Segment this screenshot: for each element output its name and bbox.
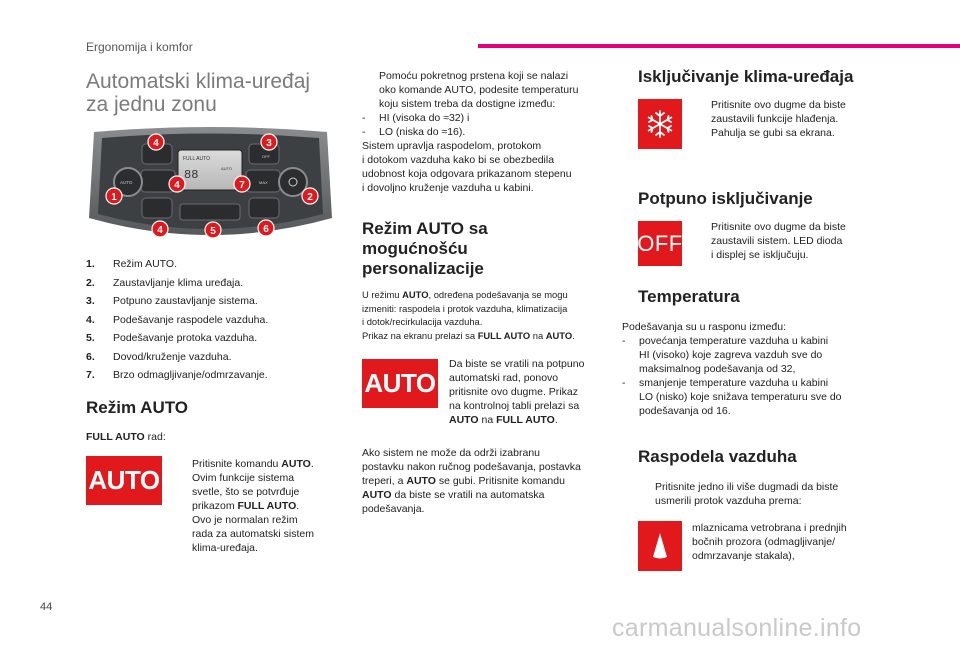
legend-item: 2. Zaustavljanje klima uređaja. — [86, 276, 244, 289]
bullet-marker — [638, 480, 655, 508]
callout-2: 2 — [307, 192, 313, 203]
windscreen-airflow-icon — [650, 531, 670, 561]
chapter-title: Ergonomija i komfor — [86, 40, 193, 54]
panel-screen-small-label: AUTO — [221, 166, 233, 171]
snowflake-icon — [645, 109, 675, 139]
auto-ring-instructions: Pomoću pokretnog prstena koji se nalazi oko komande AUTO, podesite temperaturu koju sistem treba da dostigne između: - HI (visoka do ≈32) i - LO (niska do ≈16). Sistem upravlja raspodelom, protokom i dotokom vazduha kako bi se obezbedila udobnost koja odgovara prikazanom stepenu i dovoljno kruženje vazduha u kabini. — [362, 70, 579, 194]
windscreen-vent-button-icon — [638, 521, 682, 571]
raspodela-windscreen-text: mlaznicama vetrobrana i prednjih bočnih prozora (odmagljivanje/ odmrzavanje stakala), — [692, 522, 847, 562]
bullet-marker — [694, 220, 711, 262]
raspodela-text: Pritisnite jedno ili više dugmadi da biste usmerili protok vazduha prema: — [638, 480, 898, 508]
iskljucivanje-text: Pritisnite ovo dugme da biste zaustavili funkcije hlađenja. Pahulja se gubi sa ekrana. — [694, 98, 884, 140]
page-title-line: Automatski klima-uređaj — [86, 70, 311, 93]
bullet-marker — [175, 457, 192, 555]
temperatura-text: Podešavanja su u rasponu između: - povećanja temperature vazduha u kabini HI (visoko) koje zagreva vazduh sve do maksimalnog podešavanja od 32, - smanjenje temperature vazduha u kabini LO (nisko) koje snižava temperaturu sve do podešavanja od 16. — [622, 321, 842, 417]
chapter-accent-bar — [478, 44, 960, 48]
callout-4-bottom: 4 — [157, 225, 163, 236]
callout-5: 5 — [210, 226, 216, 237]
section-title-rezim-auto: Režim AUTO — [86, 398, 189, 417]
legend-item: 4. Podešavanje raspodele vazduha. — [86, 313, 269, 326]
callout-4-mid: 4 — [174, 180, 180, 191]
legend-item: 3. Potpuno zaustavljanje sistema. — [86, 295, 258, 308]
legend-item: 5. Podešavanje protoka vazduha. — [86, 332, 258, 345]
callout-3: 3 — [266, 138, 272, 149]
panel-auto-label: AUTO — [120, 180, 133, 185]
watermark: carmanualsonline.info — [612, 614, 862, 642]
page-number: 44 — [40, 601, 53, 613]
panel-legend — [86, 255, 346, 385]
personalizacija-fallback-text: Ako sistem ne može da održi izabranu postavku nakon ručnog podešavanja, postavka treperi, a AUTO se gubi. Pritisnite komandu AUTO da biste se vratili na automatska podešavanja. — [362, 447, 581, 515]
page-title — [86, 70, 346, 116]
potpuno-text: Pritisnite ovo dugme da biste zaustavili sistem. LED dioda i displej se isključuju. — [694, 220, 884, 262]
page-title-line: za jednu zonu — [86, 93, 217, 116]
off-button-icon: OFF — [638, 221, 682, 266]
bullet-marker — [362, 69, 379, 111]
panel-screen-digits: 88 — [184, 168, 199, 182]
personalizacija-return-text: Da biste se vratili na potpuno automatski rad, ponovo pritisnite ovo dugme. Prikaz na kontrolnoj tabli prelazi sa AUTO na FULL AUTO. — [449, 358, 585, 426]
panel-max-label: MAX — [259, 180, 268, 185]
section-title-temperatura: Temperatura — [638, 287, 740, 306]
panel-screen-label: FULL AUTO — [183, 156, 210, 162]
panel-off-label: OFF — [262, 154, 270, 159]
snowflake-button-icon — [638, 99, 682, 149]
personalizacija-text: U režimu AUTO, određena podešavanja se mogu izmeniti: raspodela i protok vazduha, klimatizacija i dotok/recirkulacija vazduha. Prikaz na ekranu prelazi sa FULL AUTO na AUTO. — [362, 289, 575, 341]
callout-7: 7 — [239, 180, 245, 191]
legend-item: 1. Režim AUTO. — [86, 258, 177, 271]
legend-item: 6. Dovod/kruženje vazduha. — [86, 350, 232, 363]
auto-button-icon: AUTO — [362, 359, 438, 408]
section-title-potpuno-iskljucivanje: Potpuno isključivanje — [638, 189, 813, 208]
climate-control-panel-illustration — [86, 126, 335, 246]
bullet-marker — [694, 98, 711, 140]
legend-item: 7. Brzo odmagljivanje/odmrzavanje. — [86, 369, 268, 382]
callout-4-top: 4 — [153, 138, 159, 149]
section-title-iskljucivanje: Isključivanje klima-uređaja — [638, 67, 854, 86]
section-title-raspodela: Raspodela vazduha — [638, 447, 797, 466]
rezim-auto-intro: FULL AUTO rad: — [86, 431, 166, 443]
callout-1: 1 — [111, 192, 117, 203]
section-title-personalizacija: Režim AUTO sa mogućnošću personalizacije — [362, 219, 488, 278]
auto-button-icon: AUTO — [86, 456, 162, 505]
callout-6: 6 — [263, 224, 269, 235]
rezim-auto-instruction: Pritisnite komandu AUTO. Ovim funkcije sistema svetle, što se potvrđuje prikazom FULL AUTO. Ovo je normalan režim rada za automatski sistem klima-uređaja. — [175, 457, 350, 555]
